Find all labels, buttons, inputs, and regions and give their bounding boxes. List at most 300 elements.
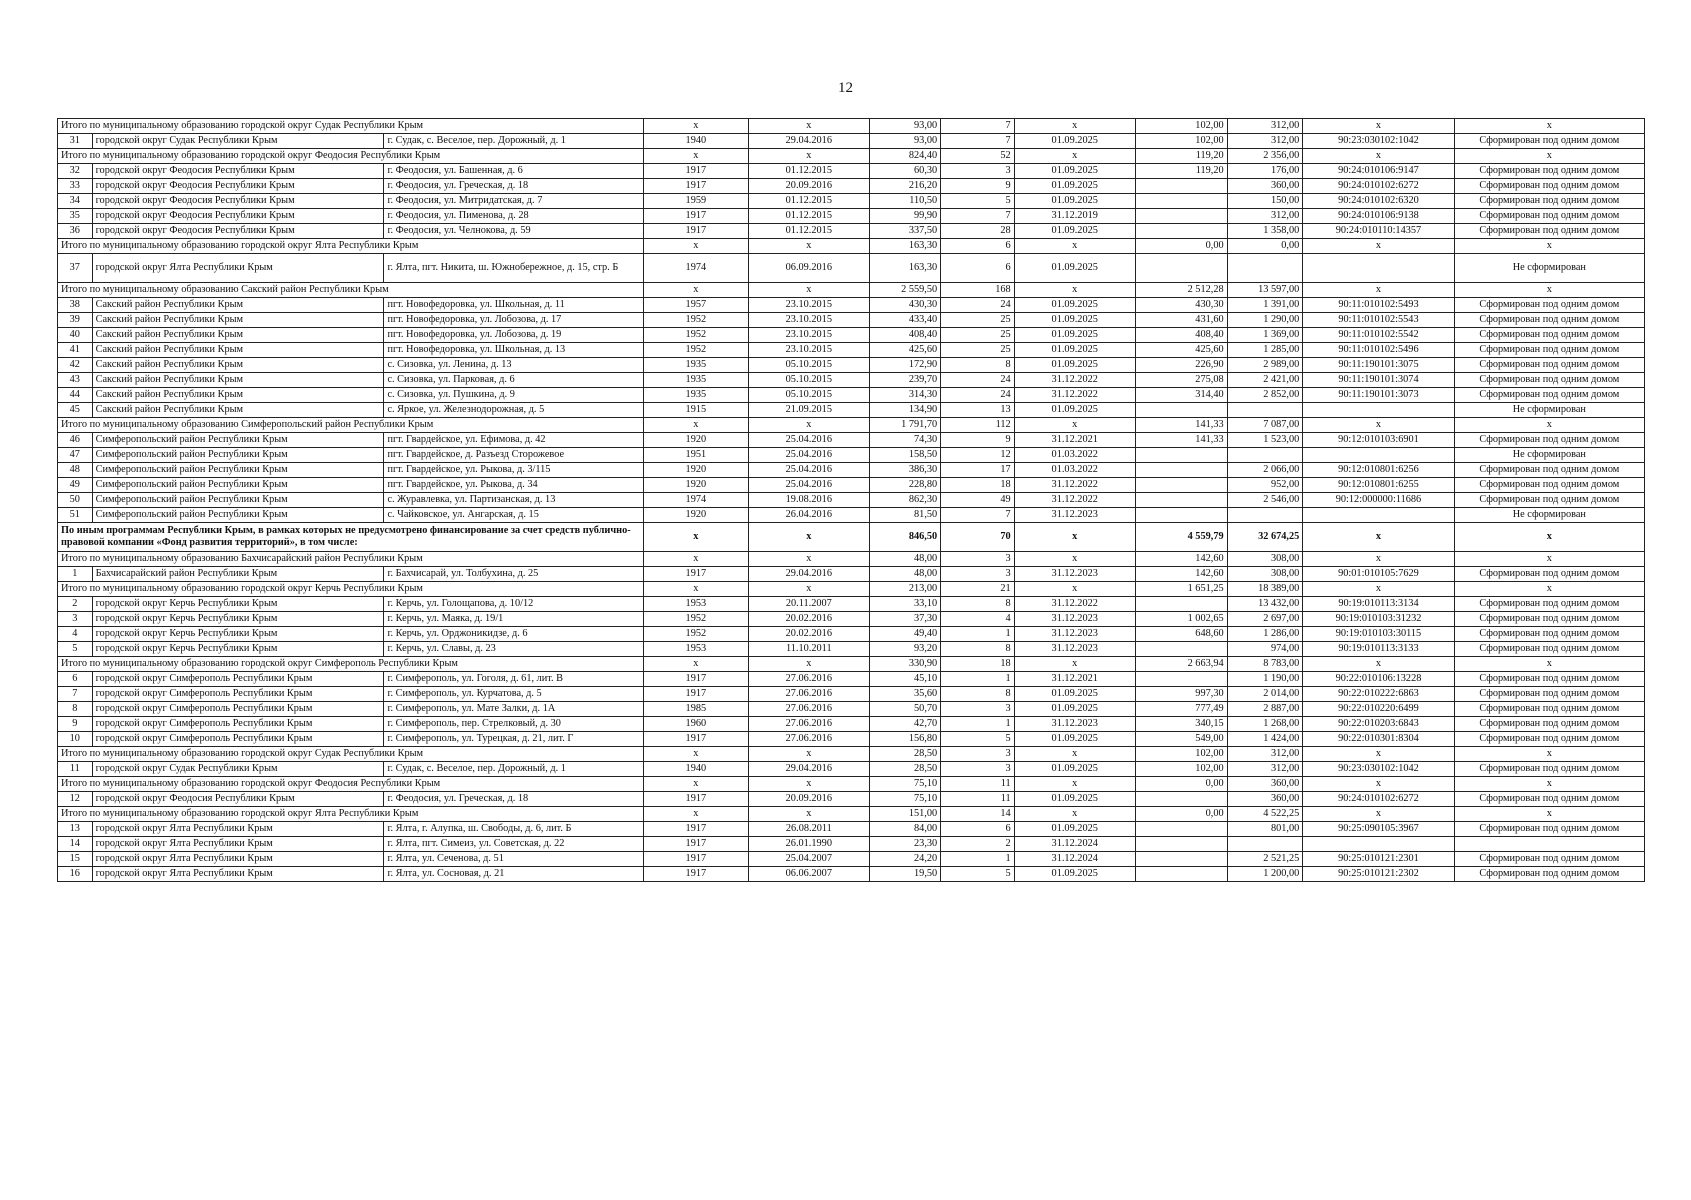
- amount-1-cell: 997,30: [1135, 687, 1227, 702]
- amount-1-cell: 141,33: [1135, 418, 1227, 433]
- cadastral-number-cell: x: [1303, 119, 1454, 134]
- amount-2-cell: 1 200,00: [1227, 867, 1303, 882]
- municipality-cell: городской округ Судак Республики Крым: [92, 134, 384, 149]
- status-cell: x: [1454, 283, 1644, 298]
- year-cell: 1953: [643, 597, 748, 612]
- amount-1-cell: [1135, 508, 1227, 523]
- municipality-cell: городской округ Ялта Республики Крым: [92, 837, 384, 852]
- residents-cell: 8: [941, 358, 1015, 373]
- deadline-cell: 31.12.2023: [1014, 567, 1135, 582]
- date-cell: 25.04.2016: [748, 433, 869, 448]
- address-cell: с. Журавлевка, ул. Партизанская, д. 13: [384, 493, 643, 508]
- status-cell: Сформирован под одним домом: [1454, 717, 1644, 732]
- municipality-cell: Сакский район Республики Крым: [92, 373, 384, 388]
- cadastral-number-cell: 90:11:190101:3074: [1303, 373, 1454, 388]
- amount-1-cell: 119,20: [1135, 149, 1227, 164]
- area-cell: 48,00: [869, 567, 940, 582]
- amount-1-cell: [1135, 463, 1227, 478]
- date-cell: x: [748, 283, 869, 298]
- area-cell: 33,10: [869, 597, 940, 612]
- amount-2-cell: 1 190,00: [1227, 672, 1303, 687]
- address-cell: г. Симферополь, ул. Гоголя, д. 61, лит. В: [384, 672, 643, 687]
- residents-cell: 6: [941, 254, 1015, 283]
- amount-2-cell: [1227, 254, 1303, 283]
- row-number-cell: 36: [58, 224, 93, 239]
- status-cell: Сформирован под одним домом: [1454, 792, 1644, 807]
- municipality-cell: городской округ Симферополь Республики Крым: [92, 717, 384, 732]
- date-cell: 27.06.2016: [748, 702, 869, 717]
- municipality-cell: Сакский район Республики Крым: [92, 298, 384, 313]
- date-cell: 06.06.2007: [748, 867, 869, 882]
- year-cell: 1940: [643, 134, 748, 149]
- address-cell: с. Чайковское, ул. Ангарская, д. 15: [384, 508, 643, 523]
- residents-cell: 18: [941, 657, 1015, 672]
- residents-cell: 5: [941, 194, 1015, 209]
- amount-2-cell: 2 989,00: [1227, 358, 1303, 373]
- amount-1-cell: 226,90: [1135, 358, 1227, 373]
- area-cell: 151,00: [869, 807, 940, 822]
- table-row: [58, 254, 1645, 283]
- area-cell: 386,30: [869, 463, 940, 478]
- cadastral-number-cell: x: [1303, 552, 1454, 567]
- area-cell: 28,50: [869, 762, 940, 777]
- table-row: [58, 822, 1645, 837]
- deadline-cell: 01.09.2025: [1014, 179, 1135, 194]
- address-cell: с. Сизовка, ул. Парковая, д. 6: [384, 373, 643, 388]
- status-cell: Сформирован под одним домом: [1454, 358, 1644, 373]
- amount-2-cell: 2 014,00: [1227, 687, 1303, 702]
- year-cell: x: [643, 552, 748, 567]
- area-cell: 35,60: [869, 687, 940, 702]
- municipality-cell: городской округ Феодосия Республики Крым: [92, 179, 384, 194]
- cadastral-number-cell: x: [1303, 747, 1454, 762]
- residents-cell: 24: [941, 373, 1015, 388]
- date-cell: 27.06.2016: [748, 687, 869, 702]
- amount-2-cell: [1227, 448, 1303, 463]
- area-cell: 228,80: [869, 478, 940, 493]
- subtotal-row: [58, 283, 1645, 298]
- amount-1-cell: 0,00: [1135, 807, 1227, 822]
- year-cell: 1917: [643, 164, 748, 179]
- deadline-cell: x: [1014, 807, 1135, 822]
- date-cell: 20.09.2016: [748, 792, 869, 807]
- amount-2-cell: 312,00: [1227, 119, 1303, 134]
- date-cell: 29.04.2016: [748, 762, 869, 777]
- row-number-cell: 8: [58, 702, 93, 717]
- table-row: [58, 567, 1645, 582]
- subtotal-row: [58, 149, 1645, 164]
- year-cell: x: [643, 418, 748, 433]
- status-cell: Сформирован под одним домом: [1454, 567, 1644, 582]
- residents-cell: 12: [941, 448, 1015, 463]
- address-cell: г. Керчь, ул. Голощапова, д. 10/12: [384, 597, 643, 612]
- row-number-cell: 47: [58, 448, 93, 463]
- area-cell: 172,90: [869, 358, 940, 373]
- area-cell: 42,70: [869, 717, 940, 732]
- status-cell: Сформирован под одним домом: [1454, 298, 1644, 313]
- status-cell: x: [1454, 149, 1644, 164]
- address-cell: г. Судак, с. Веселое, пер. Дорожный, д. 1: [384, 134, 643, 149]
- year-cell: 1917: [643, 179, 748, 194]
- municipality-cell: Симферопольский район Республики Крым: [92, 478, 384, 493]
- amount-1-cell: 102,00: [1135, 119, 1227, 134]
- area-cell: 48,00: [869, 552, 940, 567]
- amount-1-cell: [1135, 209, 1227, 224]
- cadastral-number-cell: 90:11:010102:5543: [1303, 313, 1454, 328]
- area-cell: 45,10: [869, 672, 940, 687]
- area-cell: 314,30: [869, 388, 940, 403]
- residents-cell: 9: [941, 433, 1015, 448]
- year-cell: 1974: [643, 254, 748, 283]
- amount-2-cell: 1 369,00: [1227, 328, 1303, 343]
- date-cell: x: [748, 119, 869, 134]
- deadline-cell: 01.09.2025: [1014, 313, 1135, 328]
- year-cell: x: [643, 807, 748, 822]
- municipality-cell: городской округ Ялта Республики Крым: [92, 867, 384, 882]
- deadline-cell: 31.12.2022: [1014, 493, 1135, 508]
- municipality-cell: городской округ Феодосия Республики Крым: [92, 792, 384, 807]
- status-cell: Сформирован под одним домом: [1454, 179, 1644, 194]
- status-cell: Сформирован под одним домом: [1454, 313, 1644, 328]
- deadline-cell: 31.12.2021: [1014, 672, 1135, 687]
- amount-2-cell: 312,00: [1227, 134, 1303, 149]
- amount-2-cell: 13 432,00: [1227, 597, 1303, 612]
- amount-2-cell: 1 391,00: [1227, 298, 1303, 313]
- subtotal-label: Итого по муниципальному образованию городской округ Ялта Республики Крым: [58, 807, 644, 822]
- deadline-cell: 31.12.2023: [1014, 717, 1135, 732]
- area-cell: 75,10: [869, 777, 940, 792]
- cadastral-number-cell: 90:24:010102:6272: [1303, 792, 1454, 807]
- amount-2-cell: 2 066,00: [1227, 463, 1303, 478]
- deadline-cell: 01.09.2025: [1014, 792, 1135, 807]
- date-cell: 23.10.2015: [748, 298, 869, 313]
- amount-1-cell: 142,60: [1135, 552, 1227, 567]
- year-cell: 1917: [643, 852, 748, 867]
- status-cell: x: [1454, 552, 1644, 567]
- address-cell: пгт. Гвардейское, д. Разъезд Сторожевое: [384, 448, 643, 463]
- year-cell: 1917: [643, 687, 748, 702]
- deadline-cell: x: [1014, 552, 1135, 567]
- row-number-cell: 12: [58, 792, 93, 807]
- table-row: [58, 852, 1645, 867]
- subtotal-row: [58, 239, 1645, 254]
- amount-1-cell: 2 663,94: [1135, 657, 1227, 672]
- amount-1-cell: [1135, 837, 1227, 852]
- municipality-cell: Сакский район Республики Крым: [92, 343, 384, 358]
- row-number-cell: 41: [58, 343, 93, 358]
- address-cell: пгт. Гвардейское, ул. Рыкова, д. 34: [384, 478, 643, 493]
- amount-1-cell: 102,00: [1135, 747, 1227, 762]
- year-cell: 1952: [643, 612, 748, 627]
- deadline-cell: 31.12.2023: [1014, 642, 1135, 657]
- cadastral-number-cell: x: [1303, 149, 1454, 164]
- amount-1-cell: [1135, 493, 1227, 508]
- cadastral-number-cell: 90:24:010102:6272: [1303, 179, 1454, 194]
- row-number-cell: 6: [58, 672, 93, 687]
- address-cell: г. Бахчисарай, ул. Толбухина, д. 25: [384, 567, 643, 582]
- table-row: [58, 209, 1645, 224]
- address-cell: пгт. Новофедоровка, ул. Лобозова, д. 19: [384, 328, 643, 343]
- deadline-cell: 31.12.2023: [1014, 627, 1135, 642]
- table-row: [58, 328, 1645, 343]
- year-cell: 1920: [643, 463, 748, 478]
- deadline-cell: 31.12.2019: [1014, 209, 1135, 224]
- deadline-cell: 01.09.2025: [1014, 702, 1135, 717]
- status-cell: Сформирован под одним домом: [1454, 224, 1644, 239]
- residents-cell: 28: [941, 224, 1015, 239]
- subtotal-row: [58, 777, 1645, 792]
- date-cell: x: [748, 552, 869, 567]
- amount-1-cell: [1135, 642, 1227, 657]
- cadastral-number-cell: x: [1303, 777, 1454, 792]
- table-row: [58, 672, 1645, 687]
- amount-1-cell: [1135, 224, 1227, 239]
- municipality-cell: городской округ Керчь Республики Крым: [92, 642, 384, 657]
- row-number-cell: 15: [58, 852, 93, 867]
- amount-1-cell: [1135, 597, 1227, 612]
- amount-1-cell: [1135, 792, 1227, 807]
- row-number-cell: 16: [58, 867, 93, 882]
- area-cell: 1 791,70: [869, 418, 940, 433]
- year-cell: 1917: [643, 672, 748, 687]
- row-number-cell: 34: [58, 194, 93, 209]
- amount-1-cell: 777,49: [1135, 702, 1227, 717]
- amount-2-cell: 18 389,00: [1227, 582, 1303, 597]
- table-row: [58, 732, 1645, 747]
- row-number-cell: 39: [58, 313, 93, 328]
- status-cell: Сформирован под одним домом: [1454, 597, 1644, 612]
- municipality-cell: городской округ Ялта Республики Крым: [92, 822, 384, 837]
- amount-2-cell: 1 286,00: [1227, 627, 1303, 642]
- address-cell: г. Судак, с. Веселое, пер. Дорожный, д. 1: [384, 762, 643, 777]
- year-cell: 1920: [643, 478, 748, 493]
- area-cell: 24,20: [869, 852, 940, 867]
- section-label: По иным программам Республики Крым, в рамках которых не предусмотрено финансирование за счет средств публично-правовой компании «Фонд развития территорий», в том числе:: [58, 523, 644, 552]
- amount-1-cell: 2 512,28: [1135, 283, 1227, 298]
- area-cell: 93,00: [869, 134, 940, 149]
- status-cell: x: [1454, 747, 1644, 762]
- row-number-cell: 32: [58, 164, 93, 179]
- deadline-cell: 31.12.2022: [1014, 373, 1135, 388]
- date-cell: 06.09.2016: [748, 254, 869, 283]
- amount-1-cell: 425,60: [1135, 343, 1227, 358]
- deadline-cell: x: [1014, 418, 1135, 433]
- residents-cell: 11: [941, 777, 1015, 792]
- residents-cell: 1: [941, 672, 1015, 687]
- cadastral-number-cell: 90:25:010121:2302: [1303, 867, 1454, 882]
- status-cell: Сформирован под одним домом: [1454, 612, 1644, 627]
- year-cell: 1974: [643, 493, 748, 508]
- status-cell: x: [1454, 239, 1644, 254]
- row-number-cell: 44: [58, 388, 93, 403]
- address-cell: пгт. Новофедоровка, ул. Лобозова, д. 17: [384, 313, 643, 328]
- deadline-cell: 31.12.2024: [1014, 837, 1135, 852]
- subtotal-row: [58, 657, 1645, 672]
- table-row: [58, 358, 1645, 373]
- date-cell: x: [748, 582, 869, 597]
- date-cell: 26.04.2016: [748, 508, 869, 523]
- residents-cell: 21: [941, 582, 1015, 597]
- year-cell: 1920: [643, 433, 748, 448]
- amount-2-cell: 1 523,00: [1227, 433, 1303, 448]
- cadastral-number-cell: [1303, 254, 1454, 283]
- amount-2-cell: [1227, 403, 1303, 418]
- municipality-cell: городской округ Феодосия Республики Крым: [92, 164, 384, 179]
- table-row: [58, 597, 1645, 612]
- date-cell: 01.12.2015: [748, 209, 869, 224]
- row-number-cell: 5: [58, 642, 93, 657]
- date-cell: 29.04.2016: [748, 567, 869, 582]
- row-number-cell: 4: [58, 627, 93, 642]
- amount-1-cell: 431,60: [1135, 313, 1227, 328]
- table-row: [58, 627, 1645, 642]
- cadastral-number-cell: x: [1303, 657, 1454, 672]
- year-cell: x: [643, 119, 748, 134]
- row-number-cell: 11: [58, 762, 93, 777]
- municipality-cell: городской округ Феодосия Республики Крым: [92, 209, 384, 224]
- amount-2-cell: 4 522,25: [1227, 807, 1303, 822]
- year-cell: x: [643, 777, 748, 792]
- status-cell: x: [1454, 807, 1644, 822]
- year-cell: 1959: [643, 194, 748, 209]
- subtotal-row: [58, 552, 1645, 567]
- amount-2-cell: 952,00: [1227, 478, 1303, 493]
- table-row: [58, 224, 1645, 239]
- date-cell: 05.10.2015: [748, 373, 869, 388]
- row-number-cell: 42: [58, 358, 93, 373]
- cadastral-number-cell: [1303, 448, 1454, 463]
- cadastral-number-cell: 90:22:010222:6863: [1303, 687, 1454, 702]
- residents-cell: 8: [941, 597, 1015, 612]
- address-cell: г. Ялта, г. Алупка, ш. Свободы, д. 6, лит. Б: [384, 822, 643, 837]
- amount-2-cell: 308,00: [1227, 567, 1303, 582]
- municipality-cell: городской округ Керчь Республики Крым: [92, 612, 384, 627]
- status-cell: Не сформирован: [1454, 403, 1644, 418]
- row-number-cell: 50: [58, 493, 93, 508]
- deadline-cell: x: [1014, 582, 1135, 597]
- amount-1-cell: [1135, 179, 1227, 194]
- residents-cell: 6: [941, 822, 1015, 837]
- status-cell: x: [1454, 418, 1644, 433]
- status-cell: Сформирован под одним домом: [1454, 134, 1644, 149]
- area-cell: 74,30: [869, 433, 940, 448]
- year-cell: 1951: [643, 448, 748, 463]
- deadline-cell: 01.09.2025: [1014, 164, 1135, 179]
- year-cell: 1917: [643, 567, 748, 582]
- area-cell: 337,50: [869, 224, 940, 239]
- year-cell: 1953: [643, 642, 748, 657]
- municipality-cell: городской округ Ялта Республики Крым: [92, 254, 384, 283]
- area-cell: 60,30: [869, 164, 940, 179]
- amount-2-cell: 2 521,25: [1227, 852, 1303, 867]
- cadastral-number-cell: 90:22:010106:13228: [1303, 672, 1454, 687]
- residents-cell: 52: [941, 149, 1015, 164]
- status-cell: Сформирован под одним домом: [1454, 463, 1644, 478]
- area-cell: 93,00: [869, 119, 940, 134]
- address-cell: пгт. Новофедоровка, ул. Школьная, д. 13: [384, 343, 643, 358]
- row-number-cell: 51: [58, 508, 93, 523]
- row-number-cell: 33: [58, 179, 93, 194]
- deadline-cell: x: [1014, 747, 1135, 762]
- subtotal-label: Итого по муниципальному образованию Бахчисарайский район Республики Крым: [58, 552, 644, 567]
- amount-2-cell: 312,00: [1227, 762, 1303, 777]
- year-cell: 1917: [643, 867, 748, 882]
- date-cell: 27.06.2016: [748, 717, 869, 732]
- date-cell: 01.12.2015: [748, 224, 869, 239]
- municipality-cell: городской округ Симферополь Республики Крым: [92, 687, 384, 702]
- address-cell: г. Ялта, пгт. Никита, ш. Южнобережное, д. 15, стр. Б: [384, 254, 643, 283]
- area-cell: 81,50: [869, 508, 940, 523]
- amount-2-cell: 1 290,00: [1227, 313, 1303, 328]
- cadastral-number-cell: [1303, 508, 1454, 523]
- row-number-cell: 37: [58, 254, 93, 283]
- status-cell: x: [1454, 582, 1644, 597]
- amount-1-cell: 408,40: [1135, 328, 1227, 343]
- date-cell: x: [748, 239, 869, 254]
- cadastral-number-cell: x: [1303, 523, 1454, 552]
- date-cell: 25.04.2016: [748, 448, 869, 463]
- table-row: [58, 792, 1645, 807]
- status-cell: [1454, 837, 1644, 852]
- deadline-cell: 01.09.2025: [1014, 403, 1135, 418]
- area-cell: 49,40: [869, 627, 940, 642]
- area-cell: 84,00: [869, 822, 940, 837]
- amount-2-cell: 1 358,00: [1227, 224, 1303, 239]
- amount-2-cell: 2 887,00: [1227, 702, 1303, 717]
- municipality-cell: городской округ Феодосия Республики Крым: [92, 194, 384, 209]
- section-row: [58, 523, 1645, 552]
- date-cell: x: [748, 807, 869, 822]
- year-cell: 1917: [643, 209, 748, 224]
- amount-2-cell: 2 421,00: [1227, 373, 1303, 388]
- amount-1-cell: 102,00: [1135, 134, 1227, 149]
- year-cell: 1917: [643, 792, 748, 807]
- address-cell: г. Феодосия, ул. Пименова, д. 28: [384, 209, 643, 224]
- amount-1-cell: [1135, 867, 1227, 882]
- residents-cell: 25: [941, 313, 1015, 328]
- residents-cell: 3: [941, 164, 1015, 179]
- deadline-cell: x: [1014, 149, 1135, 164]
- amount-1-cell: 102,00: [1135, 762, 1227, 777]
- date-cell: 05.10.2015: [748, 358, 869, 373]
- date-cell: 23.10.2015: [748, 313, 869, 328]
- cadastral-number-cell: 90:24:010106:9147: [1303, 164, 1454, 179]
- subtotal-label: Итого по муниципальному образованию городской округ Феодосия Республики Крым: [58, 149, 644, 164]
- address-cell: г. Симферополь, ул. Курчатова, д. 5: [384, 687, 643, 702]
- table-row: [58, 687, 1645, 702]
- municipality-cell: Сакский район Республики Крым: [92, 313, 384, 328]
- municipality-cell: городской округ Феодосия Республики Крым: [92, 224, 384, 239]
- amount-1-cell: [1135, 448, 1227, 463]
- municipality-cell: Сакский район Республики Крым: [92, 328, 384, 343]
- residents-cell: 49: [941, 493, 1015, 508]
- deadline-cell: x: [1014, 777, 1135, 792]
- area-cell: 846,50: [869, 523, 940, 552]
- deadline-cell: 31.12.2024: [1014, 852, 1135, 867]
- area-cell: 213,00: [869, 582, 940, 597]
- cadastral-number-cell: 90:23:030102:1042: [1303, 762, 1454, 777]
- deadline-cell: 31.12.2022: [1014, 478, 1135, 493]
- residents-cell: 3: [941, 567, 1015, 582]
- residents-cell: 8: [941, 687, 1015, 702]
- residents-cell: 4: [941, 612, 1015, 627]
- subtotal-label: Итого по муниципальному образованию Симферопольский район Республики Крым: [58, 418, 644, 433]
- status-cell: Сформирован под одним домом: [1454, 209, 1644, 224]
- date-cell: 01.12.2015: [748, 194, 869, 209]
- date-cell: 19.08.2016: [748, 493, 869, 508]
- amount-2-cell: 974,00: [1227, 642, 1303, 657]
- deadline-cell: x: [1014, 283, 1135, 298]
